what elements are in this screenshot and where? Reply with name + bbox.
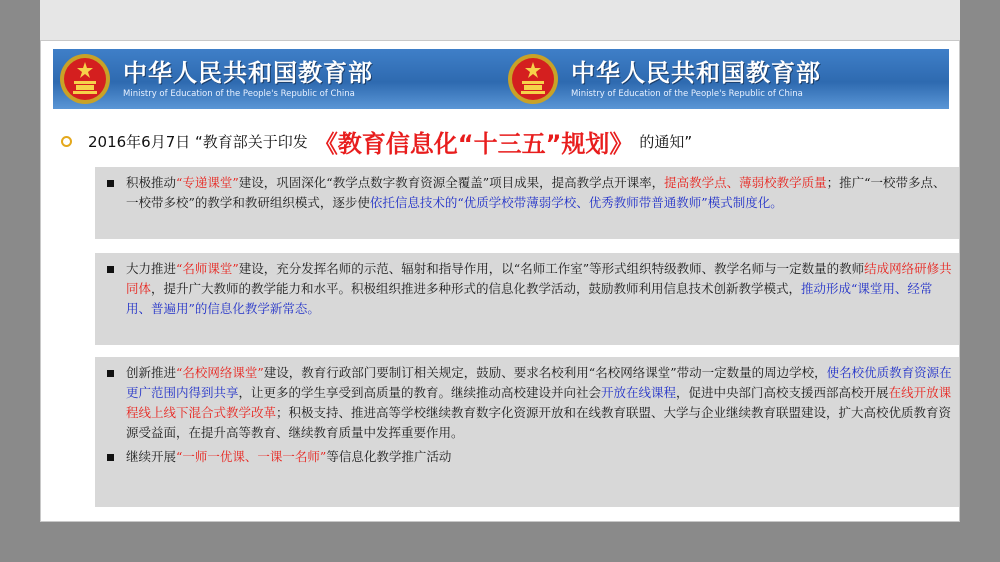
text-segment: 在线开放课程线上线下混合式教学改革 [126, 385, 952, 420]
text-segment: ；积极支持、推进高等学校继续教育数字化资源开放和在线教育联盟、大学与企业继续教育联盟建设，扩大高校优质教育资源受益面，在提升高等教育、继续教育质量中发挥重要作用。 [126, 405, 952, 440]
item-text [126, 259, 953, 319]
text-segment: 建设，教育行政部门要制订相关规定，鼓励、要求名校利用“名校网络课堂”带动一定数量的周边学校， [263, 365, 827, 380]
banner-subtitle: Ministry of Education of the People's Republic of China [571, 89, 803, 99]
text-segment: 大力推进 [126, 261, 177, 276]
list-item [107, 447, 953, 467]
square-bullet-icon [107, 180, 114, 187]
list-item [107, 259, 953, 319]
text-segment: 建设，充分发挥名师的示范、辐射和指导作用，以“名师工作室”等形式组织特级教师、教学名师与一定数量的教师 [238, 261, 865, 276]
left-frame-bar [0, 0, 40, 562]
banner-subtitle: Ministry of Education of the People's Republic of China [123, 89, 355, 99]
national-emblem-icon [59, 53, 111, 105]
content-box-3 [95, 357, 960, 507]
text-segment: 结成网络研修共同体 [126, 261, 952, 296]
banner-right [501, 49, 949, 109]
text-segment: 建设，巩固深化“教学点数字教育资源全覆盖”项目成果，提高教学点开课率， [238, 175, 665, 190]
item-text [126, 447, 953, 467]
text-segment: 积极推动 [126, 175, 177, 190]
text-segment: 提高教学点、薄弱校教学质量 [664, 175, 827, 190]
content-box-2 [95, 253, 960, 345]
item-text [126, 363, 953, 443]
notice-heading [61, 123, 951, 159]
banner-title: 中华人民共和国教育部 [571, 59, 821, 87]
ring-bullet-icon [61, 136, 72, 147]
content-box-1 [95, 167, 960, 239]
national-emblem-icon [507, 53, 559, 105]
bottom-frame-bar [0, 522, 1000, 562]
text-segment: 推动形成“课堂用、经常用、普遍用”的信息化教学新常态。 [126, 281, 933, 316]
heading-date-prefix: 2016年6月7日 “教育部关于印发 [88, 132, 308, 151]
square-bullet-icon [107, 454, 114, 461]
text-segment: ，提升广大教师的教学能力和水平。积极组织推进多种形式的信息化教学活动，鼓励教师利用信息技术创新教学模式， [151, 281, 802, 296]
ministry-banner [53, 49, 949, 109]
heading-plan-title: 《教育信息化“十三五”规划》 [313, 129, 634, 158]
square-bullet-icon [107, 266, 114, 273]
text-segment: 使名校优质教育资源在更广范围内得到共享 [126, 365, 952, 400]
text-segment: ，促进中央部门高校支援西部高校开展 [676, 385, 889, 400]
list-item [107, 363, 953, 443]
text-segment: “专递课堂” [176, 175, 239, 190]
text-segment: 继续开展 [126, 449, 177, 464]
slide [40, 40, 960, 522]
text-segment: 等信息化教学推广活动 [326, 449, 452, 464]
square-bullet-icon [107, 370, 114, 377]
list-item [107, 173, 953, 213]
text-segment: ，让更多的学生享受到高质量的教育。继续推动高校建设并向社会 [238, 385, 602, 400]
text-segment: 依托信息技术的“优质学校带薄弱学校、优秀教师带普通教师”模式制度化。 [369, 195, 783, 210]
banner-title: 中华人民共和国教育部 [123, 59, 373, 87]
text-segment: “名师课堂” [176, 261, 239, 276]
text-segment: 创新推进 [126, 365, 177, 380]
text-segment: “一师一优课、一课一名师” [176, 449, 327, 464]
text-segment: ；推广“一校带多点、一校带多校”的教学和教研组织模式，逐步使 [126, 175, 946, 210]
text-segment: 开放在线课程 [601, 385, 677, 400]
right-frame-bar [960, 0, 1000, 562]
banner-left [53, 49, 501, 109]
heading-suffix: 的通知” [639, 132, 693, 151]
item-text [126, 173, 953, 213]
text-segment: “名校网络课堂” [176, 365, 264, 380]
